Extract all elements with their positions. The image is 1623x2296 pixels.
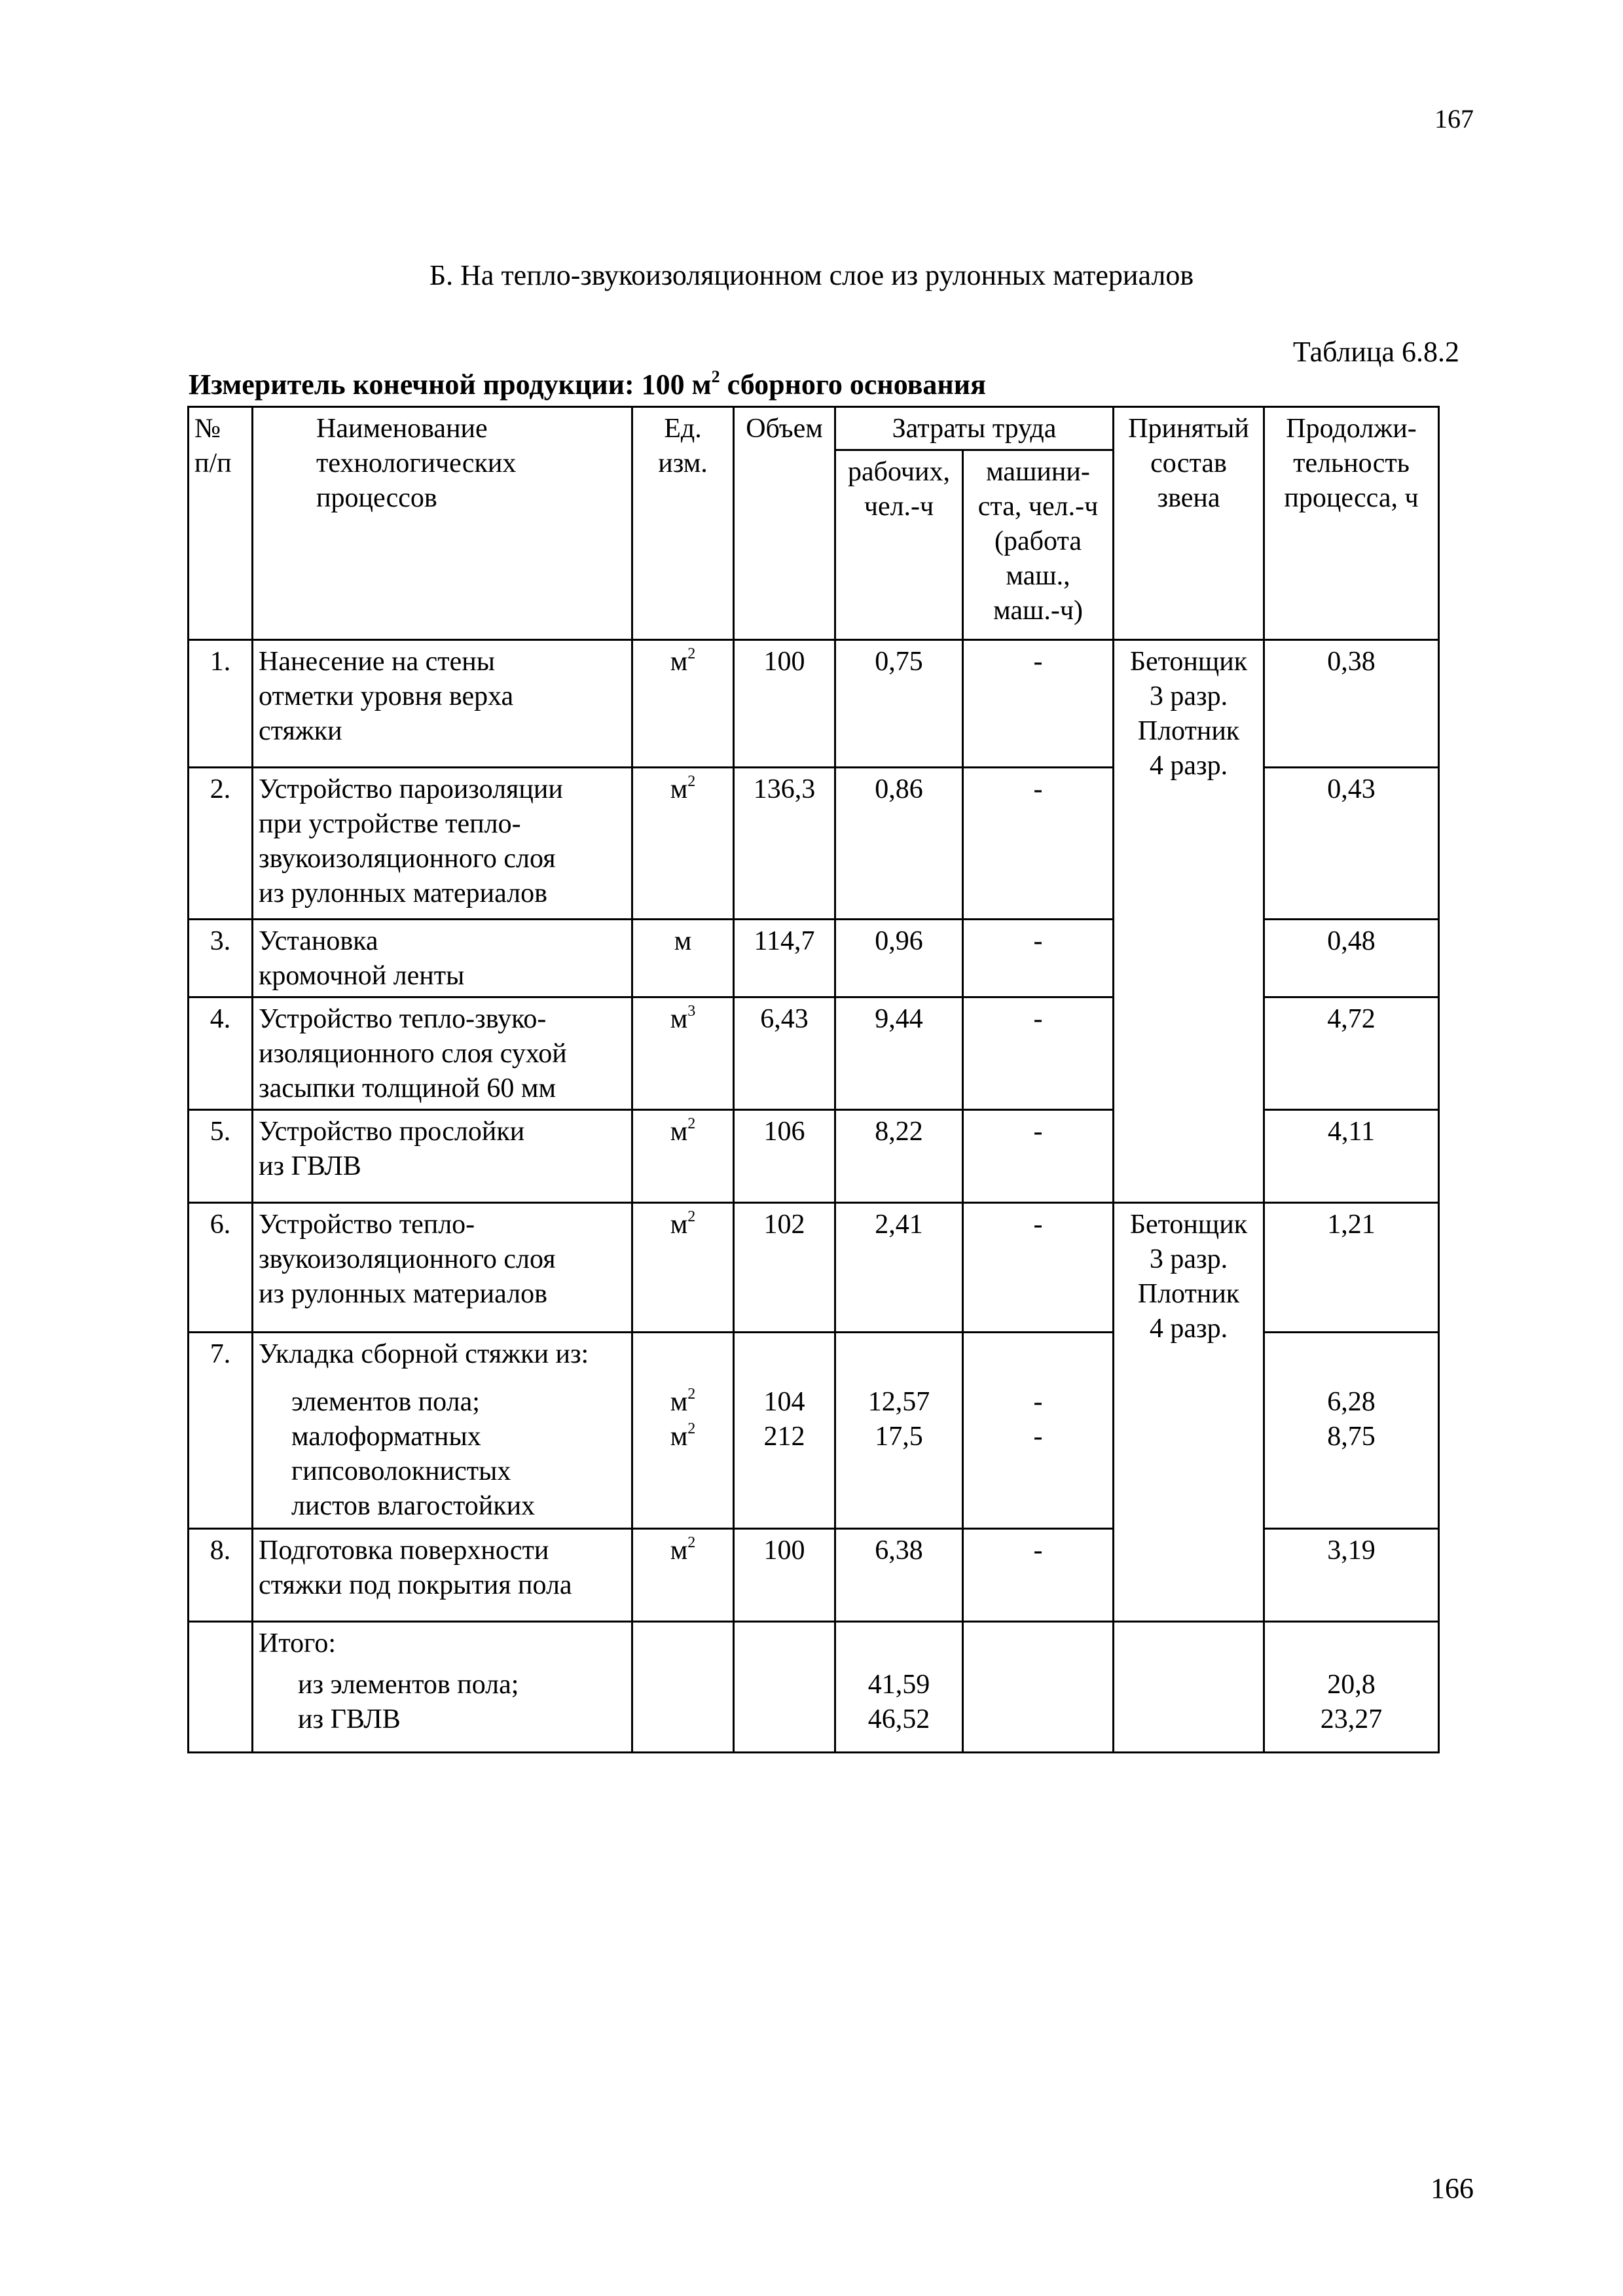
total-duration: 20,8 23,27 bbox=[1264, 1622, 1439, 1753]
row-machinist: - - bbox=[963, 1333, 1114, 1529]
total-row bbox=[189, 1622, 1439, 1753]
row-workers: 0,86 bbox=[835, 768, 963, 920]
total-item-1: из элементов пола; bbox=[298, 1670, 519, 1700]
row-num: 1. bbox=[189, 640, 253, 768]
row-duration: 0,38 bbox=[1264, 640, 1439, 768]
row-duration: 6,28 8,75 bbox=[1264, 1333, 1439, 1529]
measure-sup: 2 bbox=[711, 367, 720, 386]
header-crew: Принятый состав звена bbox=[1114, 407, 1264, 640]
row-volume: 114,7 bbox=[734, 920, 835, 997]
row7-title: Укладка сборной стяжки из: bbox=[259, 1339, 589, 1369]
total-title: Итого: bbox=[259, 1628, 336, 1659]
works-table bbox=[187, 406, 1440, 1753]
row-name: Установка кромочной ленты bbox=[253, 920, 632, 997]
row-machinist: - bbox=[963, 920, 1114, 997]
row-num: 6. bbox=[189, 1203, 253, 1333]
row-volume: 100 bbox=[734, 1529, 835, 1622]
measure-prefix: Измеритель конечной продукции: 100 м bbox=[189, 368, 712, 401]
row-name: Нанесение на стены отметки уровня верха стяжки bbox=[253, 640, 632, 768]
crew-group-1: Бетонщик 3 разр. Плотник 4 разр. bbox=[1114, 640, 1264, 1203]
header-volume: Объем bbox=[734, 407, 835, 640]
row-name bbox=[253, 1333, 632, 1529]
header-duration: Продолжи- тельность процесса, ч bbox=[1264, 407, 1439, 640]
row-duration: 1,21 bbox=[1264, 1203, 1439, 1333]
header-unit: Ед. изм. bbox=[632, 407, 734, 640]
page-number-top: 167 bbox=[1434, 104, 1474, 134]
total-item-2: из ГВЛВ bbox=[298, 1704, 401, 1734]
table-row bbox=[189, 1203, 1439, 1333]
row-machinist: - bbox=[963, 1110, 1114, 1203]
row-unit: $м^2$ bbox=[632, 640, 734, 768]
row-volume: 102 bbox=[734, 1203, 835, 1333]
row-unit: $м^2$ bbox=[632, 1203, 734, 1333]
total-num bbox=[189, 1622, 253, 1753]
row-machinist: - bbox=[963, 1203, 1114, 1333]
row-unit: м bbox=[632, 920, 734, 997]
row-num: 8. bbox=[189, 1529, 253, 1622]
row-volume: 106 bbox=[734, 1110, 835, 1203]
total-name bbox=[253, 1622, 632, 1753]
row-num: 3. bbox=[189, 920, 253, 997]
header-num: № п/п bbox=[189, 407, 253, 640]
row-machinist: - bbox=[963, 640, 1114, 768]
row7-item-1: элементов пола; bbox=[291, 1387, 480, 1417]
header-name: Наименование технологических процессов bbox=[253, 407, 632, 640]
table-row bbox=[189, 640, 1439, 768]
total-machinist bbox=[963, 1622, 1114, 1753]
row-workers: 12,57 17,5 bbox=[835, 1333, 963, 1529]
row-volume: 100 bbox=[734, 640, 835, 768]
total-volume bbox=[734, 1622, 835, 1753]
measure-suffix: сборного основания bbox=[720, 368, 986, 401]
page-number-bottom: 166 bbox=[1431, 2172, 1474, 2204]
row-unit: $м^2$ $м^2$ bbox=[632, 1333, 734, 1529]
crew-group-2: Бетонщик 3 разр. Плотник 4 разр. bbox=[1114, 1203, 1264, 1622]
row-unit: $м^2$ bbox=[632, 1110, 734, 1203]
row-workers: 2,41 bbox=[835, 1203, 963, 1333]
row-workers: 8,22 bbox=[835, 1110, 963, 1203]
row-unit: $м^2$ bbox=[632, 768, 734, 920]
row-duration: 4,11 bbox=[1264, 1110, 1439, 1203]
row-machinist: - bbox=[963, 997, 1114, 1110]
row-workers: 0,96 bbox=[835, 920, 963, 997]
row-num: 7. bbox=[189, 1333, 253, 1529]
row-volume: 6,43 bbox=[734, 997, 835, 1110]
row-name: Подготовка поверхности стяжки под покрытия пола bbox=[253, 1529, 632, 1622]
row-name: Устройство пароизоляции при устройстве тепло- звукоизоляционного слоя из рулонных материалов bbox=[253, 768, 632, 920]
table-caption: Таблица 6.8.2 bbox=[1292, 336, 1459, 368]
measure-line bbox=[189, 368, 986, 401]
total-crew bbox=[1114, 1622, 1264, 1753]
row-duration: 4,72 bbox=[1264, 997, 1439, 1110]
row-workers: 6,38 bbox=[835, 1529, 963, 1622]
row-name: Устройство тепло-звуко- изоляционного слоя сухой засыпки толщиной 60 мм bbox=[253, 997, 632, 1110]
row-duration: 3,19 bbox=[1264, 1529, 1439, 1622]
section-title: Б. На тепло-звукоизоляционном слое из рулонных материалов bbox=[429, 259, 1194, 291]
row-workers: 0,75 bbox=[835, 640, 963, 768]
total-workers: 41,59 46,52 bbox=[835, 1622, 963, 1753]
row-unit: $м^3$ bbox=[632, 997, 734, 1110]
header-machinist: машини- ста, чел.-ч (работа маш., маш.-ч) bbox=[963, 450, 1114, 640]
row-machinist: - bbox=[963, 768, 1114, 920]
row-num: 4. bbox=[189, 997, 253, 1110]
row-name: Устройство прослойки из ГВЛВ bbox=[253, 1110, 632, 1203]
row-duration: 0,48 bbox=[1264, 920, 1439, 997]
total-unit bbox=[632, 1622, 734, 1753]
row-num: 5. bbox=[189, 1110, 253, 1203]
row-duration: 0,43 bbox=[1264, 768, 1439, 920]
header-workers: рабочих, чел.-ч bbox=[835, 450, 963, 640]
row-workers: 9,44 bbox=[835, 997, 963, 1110]
header-labor: Затраты труда bbox=[835, 407, 1114, 450]
row-volume: 136,3 bbox=[734, 768, 835, 920]
row-name: Устройство тепло- звукоизоляционного слоя из рулонных материалов bbox=[253, 1203, 632, 1333]
row-volume: 104 212 bbox=[734, 1333, 835, 1529]
row-unit: $м^2$ bbox=[632, 1529, 734, 1622]
row-num: 2. bbox=[189, 768, 253, 920]
row-machinist: - bbox=[963, 1529, 1114, 1622]
row7-item-2: малоформатных гипсоволокнистых листов влагостойких bbox=[291, 1422, 536, 1521]
